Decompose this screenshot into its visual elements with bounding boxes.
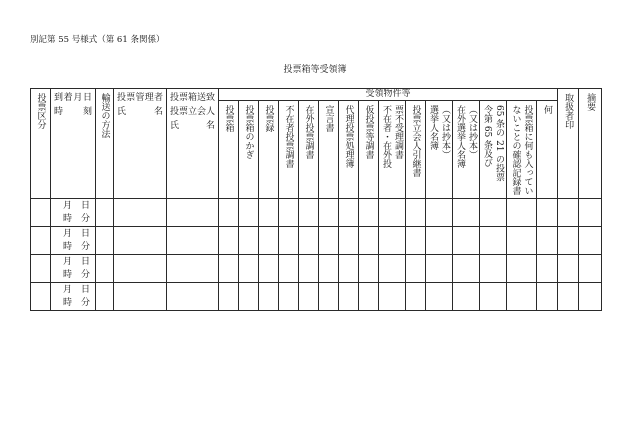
- handler-seal-cell: [558, 227, 579, 255]
- header-item-rejection-report: [379, 101, 406, 199]
- handler-seal-cell: [558, 199, 579, 227]
- received-item-cell: [426, 199, 453, 227]
- item-label: 投票箱: [223, 105, 234, 132]
- transport-cell: [96, 283, 114, 311]
- header-witness-line-1: 投票箱送致: [170, 93, 216, 103]
- received-item-cell: [259, 255, 279, 283]
- transport-cell: [96, 255, 114, 283]
- header-manager-title: 投票管理者: [117, 93, 163, 103]
- item-label: 何: [542, 105, 553, 114]
- item-label: 代理投票処理簿: [343, 105, 354, 168]
- item-label-line-2: （又は抄本）: [467, 105, 477, 159]
- remarks-cell: [579, 199, 602, 227]
- received-item-cell: [537, 199, 558, 227]
- arrival-date: 月 日: [62, 200, 90, 211]
- header-manager-wrap: [114, 89, 166, 119]
- item-label: 投票箱のかぎ: [243, 105, 254, 159]
- header-remarks-wrap: [579, 89, 601, 111]
- received-item-cell: [379, 199, 406, 227]
- received-item-cell: [219, 199, 239, 227]
- received-item-cell: [453, 283, 480, 311]
- received-item-cell: [537, 255, 558, 283]
- received-item-cell: [359, 199, 379, 227]
- header-arrival: [51, 89, 96, 199]
- received-item-cell: [279, 199, 299, 227]
- item-label-line-1: 令第 65 条及び: [482, 105, 492, 168]
- received-item-cell: [279, 227, 299, 255]
- received-item-cell: [406, 227, 426, 255]
- received-item-cell: [507, 283, 537, 311]
- item-label: 投票録: [263, 105, 274, 132]
- header-manager: [114, 89, 167, 199]
- arrival-time: 時 分: [62, 241, 90, 252]
- received-item-cell: [299, 227, 319, 255]
- item-label-line-1: ないことの確認記録書: [510, 105, 521, 195]
- header-item-provisional-report: [359, 101, 379, 199]
- header-received-items-group: [219, 89, 558, 101]
- received-item-cell: [279, 283, 299, 311]
- received-item-cell: [319, 283, 339, 311]
- header-item-voting-record: [259, 101, 279, 199]
- received-item-cell: [480, 199, 507, 227]
- header-handler-seal: [558, 89, 579, 199]
- arrival-time: 時 分: [62, 269, 90, 280]
- item-label: 在外投票調書: [303, 105, 314, 159]
- received-item-cell: [259, 227, 279, 255]
- header-item-overseas-voter-roll: [453, 101, 480, 199]
- item-label-line-1: 在外選挙人名簿: [455, 105, 465, 168]
- received-item-cell: [259, 199, 279, 227]
- received-item-cell: [480, 227, 507, 255]
- header-transport-label: 輸送の方法: [99, 93, 110, 138]
- received-item-cell: [359, 255, 379, 283]
- table-row: [31, 227, 602, 255]
- handler-seal-cell: [558, 255, 579, 283]
- received-item-cell: [453, 227, 480, 255]
- header-district-wrap: [31, 89, 50, 129]
- arrival-time: 時 分: [62, 213, 90, 224]
- received-item-cell: [299, 199, 319, 227]
- received-item-cell: [359, 227, 379, 255]
- received-item-cell: [239, 255, 259, 283]
- header-arrival-date-label: 到着月日: [54, 93, 92, 103]
- header-witness-wrap: [167, 89, 218, 133]
- item-label: 投票立会人引継書: [410, 105, 421, 177]
- received-item-cell: [426, 227, 453, 255]
- received-item-cell: [406, 199, 426, 227]
- item-label: 仮投票等調書: [363, 105, 374, 159]
- form-number-label: 別記第 55 号様式（第 61 条関係）: [30, 35, 165, 45]
- received-item-cell: [507, 255, 537, 283]
- header-arrival-time-label: 時 刻: [54, 107, 92, 117]
- witness-cell: [167, 227, 219, 255]
- transport-cell: [96, 199, 114, 227]
- item-label: 不在者投票調書: [283, 105, 294, 168]
- header-item-witness-handover: [406, 101, 426, 199]
- district-cell: [31, 283, 51, 311]
- received-item-cell: [453, 255, 480, 283]
- header-arrival-wrap: [51, 89, 95, 119]
- arrival-cell: [51, 283, 96, 311]
- header-witness-name: 氏 名: [170, 121, 215, 131]
- arrival-cell: [51, 227, 96, 255]
- item-label-line-2: （又は抄本）: [440, 105, 450, 159]
- header-handler-seal-label: 取扱者印: [563, 93, 574, 129]
- received-item-cell: [406, 283, 426, 311]
- received-item-cell: [379, 283, 406, 311]
- received-item-cell: [319, 199, 339, 227]
- district-cell: [31, 255, 51, 283]
- received-item-cell: [339, 283, 359, 311]
- arrival-date: 月 日: [62, 284, 90, 295]
- remarks-cell: [579, 227, 602, 255]
- received-item-cell: [259, 283, 279, 311]
- header-row-top: [31, 89, 602, 101]
- manager-cell: [114, 283, 167, 311]
- witness-cell: [167, 255, 219, 283]
- received-item-cell: [379, 255, 406, 283]
- table-row: [31, 199, 602, 227]
- header-item-voter-roll: [426, 101, 453, 199]
- header-item-overseas-report: [299, 101, 319, 199]
- received-item-cell: [319, 255, 339, 283]
- header-transport-wrap: [96, 89, 113, 138]
- item-label-line-2: 票不受理調書: [393, 105, 403, 159]
- received-item-cell: [507, 227, 537, 255]
- header-handler-seal-wrap: [558, 89, 578, 129]
- table-row: [31, 255, 602, 283]
- received-item-cell: [219, 255, 239, 283]
- item-label-line-1: 不在者・在外投: [381, 105, 391, 168]
- arrival-cell: [51, 199, 96, 227]
- document-title: 投票箱等受領簿: [283, 65, 347, 75]
- received-item-cell: [453, 199, 480, 227]
- received-item-cell: [339, 255, 359, 283]
- received-item-cell: [319, 227, 339, 255]
- table-row: [31, 283, 602, 311]
- received-item-cell: [426, 283, 453, 311]
- remarks-cell: [579, 255, 602, 283]
- manager-cell: [114, 255, 167, 283]
- header-remarks-label: 摘要: [585, 93, 596, 111]
- manager-cell: [114, 227, 167, 255]
- arrival-date: 月 日: [62, 228, 90, 239]
- remarks-cell: [579, 283, 602, 311]
- header-district: [31, 89, 51, 199]
- item-label-line-2: 65 条の 21 の投票: [494, 105, 504, 182]
- district-cell: [31, 227, 51, 255]
- received-item-cell: [239, 283, 259, 311]
- header-item-declaration: [319, 101, 339, 199]
- arrival-time: 時 分: [62, 297, 90, 308]
- received-item-cell: [339, 199, 359, 227]
- receipt-ledger-table: [30, 88, 602, 311]
- header-witness: [167, 89, 219, 199]
- header-item-absentee-report: [279, 101, 299, 199]
- received-item-cell: [480, 255, 507, 283]
- header-item-ballot-box: [219, 101, 239, 199]
- manager-cell: [114, 199, 167, 227]
- item-label-line-2: 投票箱に何も入ってい: [522, 105, 533, 195]
- header-item-proxy-register: [339, 101, 359, 199]
- received-item-cell: [339, 227, 359, 255]
- district-cell: [31, 199, 51, 227]
- header-remarks: [579, 89, 602, 199]
- received-item-cell: [537, 227, 558, 255]
- header-transport: [96, 89, 114, 199]
- header-item-article-65-ballots: [480, 101, 507, 199]
- received-item-cell: [480, 283, 507, 311]
- witness-cell: [167, 283, 219, 311]
- header-district-label: 投票区分: [35, 93, 46, 129]
- received-item-cell: [219, 283, 239, 311]
- received-item-cell: [406, 255, 426, 283]
- header-item-empty-box-record: [507, 101, 537, 199]
- arrival-cell: [51, 255, 96, 283]
- received-item-cell: [379, 227, 406, 255]
- header-manager-name: 氏 名: [117, 107, 163, 117]
- received-item-cell: [219, 227, 239, 255]
- witness-cell: [167, 199, 219, 227]
- received-item-cell: [299, 283, 319, 311]
- received-item-cell: [299, 255, 319, 283]
- received-item-cell: [239, 199, 259, 227]
- received-item-cell: [507, 199, 537, 227]
- received-item-cell: [537, 283, 558, 311]
- handler-seal-cell: [558, 283, 579, 311]
- item-label-line-1: 選挙人名簿: [428, 105, 438, 150]
- item-label: 宣言書: [323, 105, 334, 132]
- header-item-ballot-box-key: [239, 101, 259, 199]
- header-item-other: [537, 101, 558, 199]
- received-item-cell: [239, 227, 259, 255]
- arrival-date: 月 日: [62, 256, 90, 267]
- received-item-cell: [426, 255, 453, 283]
- received-item-cell: [279, 255, 299, 283]
- header-witness-line-2: 投票立会人: [170, 107, 216, 117]
- transport-cell: [96, 227, 114, 255]
- received-item-cell: [359, 283, 379, 311]
- header-received-items-label: 受領物件等: [365, 89, 411, 99]
